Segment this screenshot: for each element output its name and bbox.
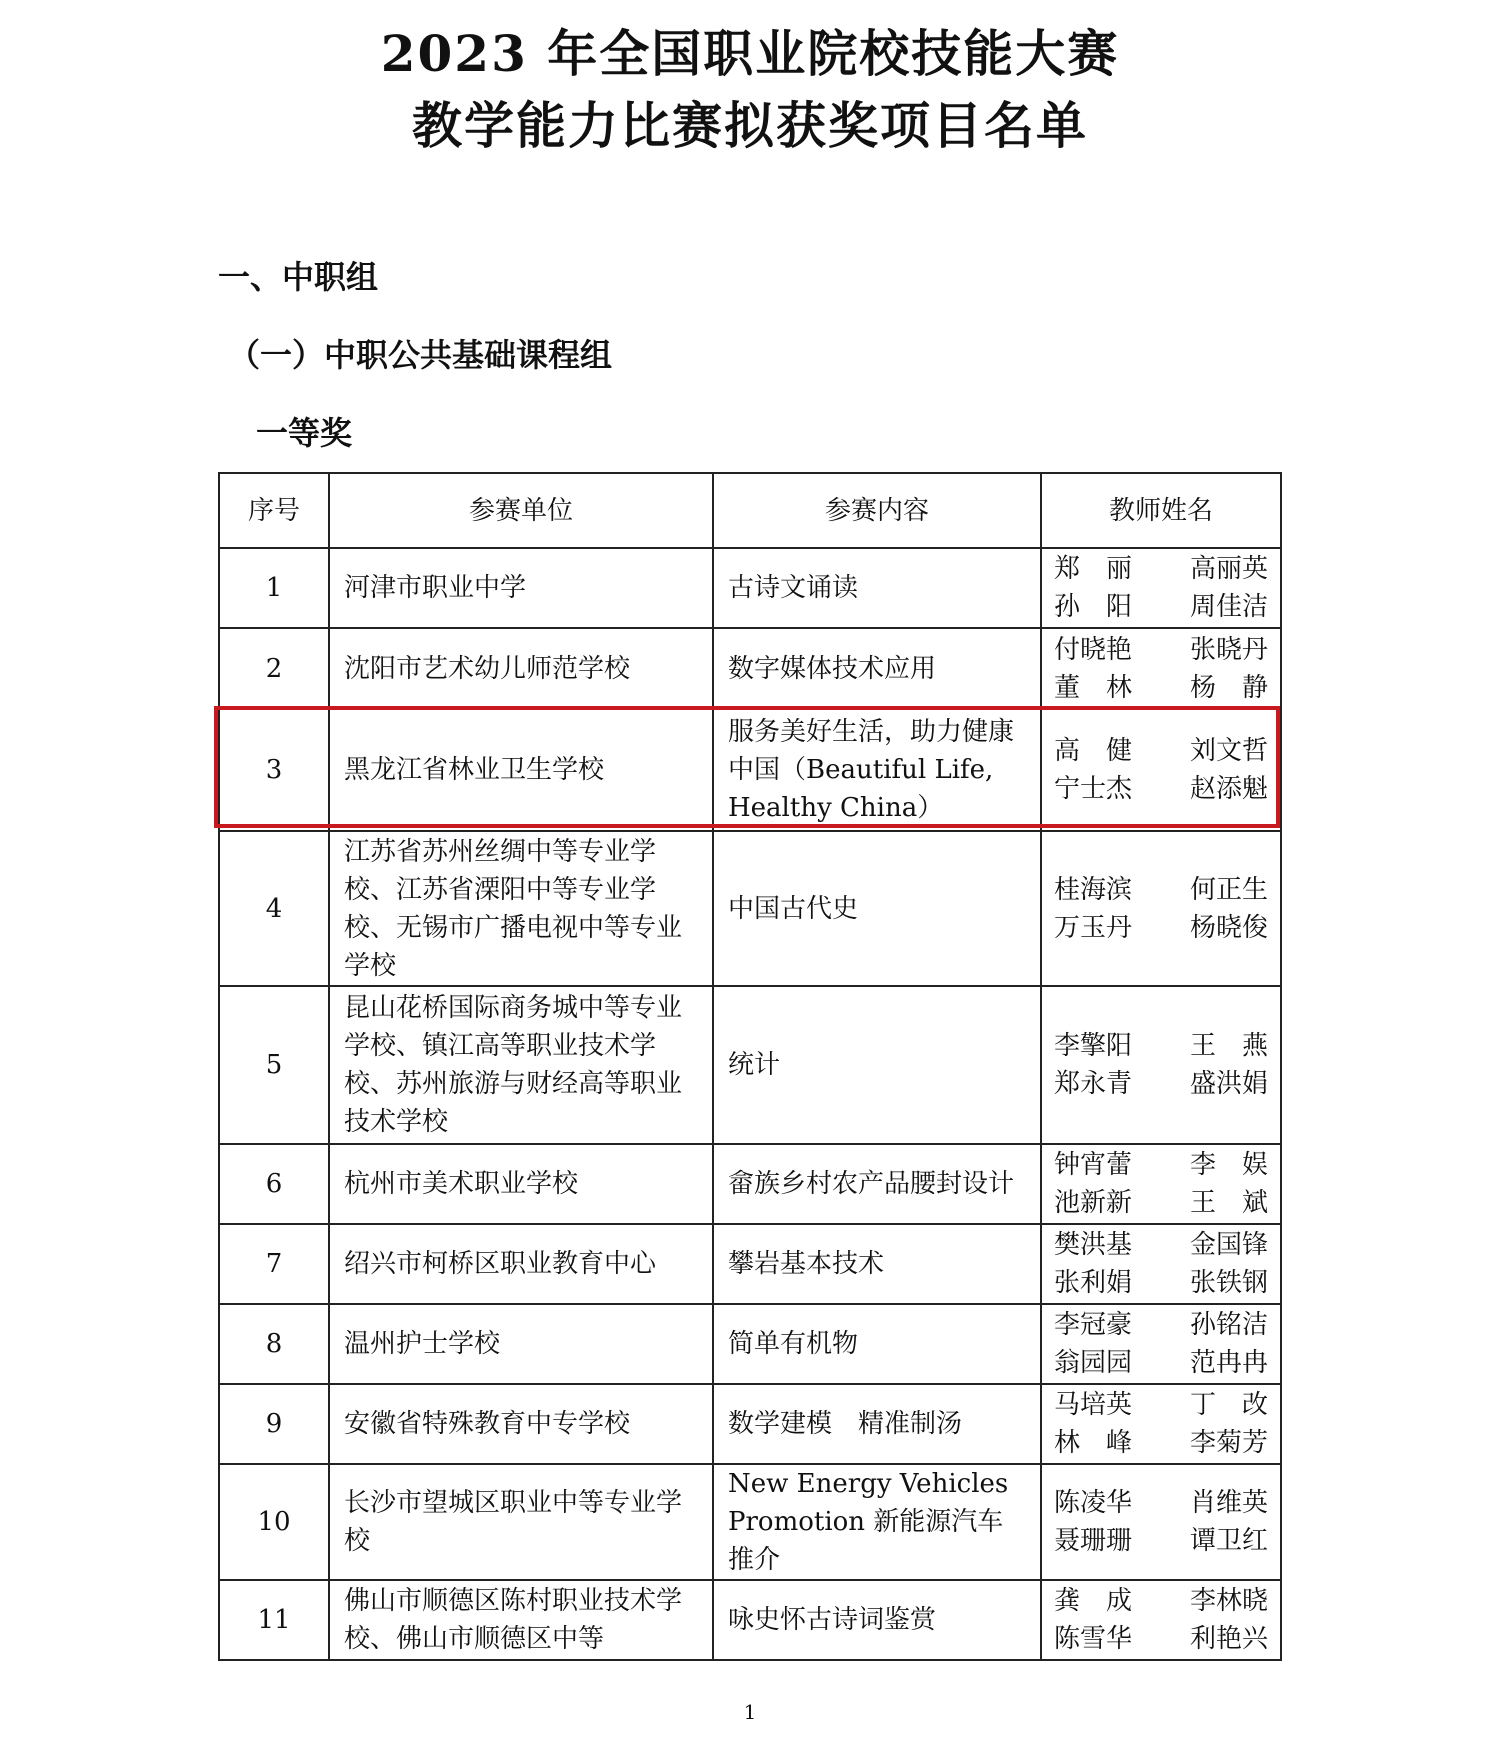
teacher-name: 付晓艳 (1054, 634, 1133, 665)
page-number: 1 (743, 1700, 757, 1724)
row-unit: 江苏省苏州丝绸中等专业学校、江苏省溧阳中等专业学校、无锡市广播电视中等专业学校 (329, 831, 713, 986)
teacher-name: 陈凌华 (1054, 1488, 1133, 1518)
teacher-name: 李 娱 (1189, 1150, 1268, 1180)
document-title-line1: 2023 年全国职业院校技能大赛 (380, 24, 1120, 83)
table-body (219, 548, 1281, 1660)
row-content: 中国古代史 (713, 831, 1041, 986)
teacher-line (1054, 1226, 1268, 1264)
teacher-name: 张铁钢 (1189, 1268, 1268, 1298)
teacher-name: 刘文哲 (1189, 736, 1268, 766)
row-number: 3 (219, 709, 329, 831)
header-content: 参赛内容 (713, 473, 1041, 548)
row-number: 9 (219, 1384, 329, 1464)
row-number: 5 (219, 986, 329, 1144)
teacher-line (1054, 871, 1268, 909)
teacher-name: 张利娟 (1054, 1268, 1133, 1298)
row-unit: 佛山市顺德区陈村职业技术学校、佛山市顺德区中等 (329, 1580, 713, 1660)
row-teachers (1041, 1144, 1281, 1224)
table-row (219, 831, 1281, 986)
teacher-line (1054, 732, 1268, 770)
row-teachers (1041, 1304, 1281, 1384)
teacher-name: 董 林 (1054, 672, 1133, 703)
row-number: 2 (219, 628, 329, 709)
table-row (219, 1304, 1281, 1384)
teacher-name: 高 健 (1054, 736, 1133, 766)
teacher-line (1054, 1027, 1268, 1065)
header-number: 序号 (219, 473, 329, 548)
row-unit: 长沙市望城区职业中等专业学校 (329, 1464, 713, 1580)
row-content: New Energy Vehicles Promotion 新能源汽车推介 (713, 1464, 1041, 1580)
row-content: 服务美好生活，助力健康中国（Beautiful Life, Healthy China） (713, 709, 1041, 831)
award-table (218, 472, 1282, 1661)
header-unit: 参赛单位 (329, 473, 713, 548)
teacher-name: 桂海滨 (1054, 874, 1133, 905)
row-unit: 黑龙江省林业卫生学校 (329, 709, 713, 831)
row-content: 攀岩基本技术 (713, 1224, 1041, 1304)
teacher-name: 郑 丽 (1054, 554, 1133, 584)
subsection-heading: （一）中职公共基础课程组 (228, 336, 613, 374)
teacher-name: 杨晓俊 (1189, 912, 1268, 943)
row-number: 1 (219, 548, 329, 628)
row-unit: 杭州市美术职业学校 (329, 1144, 713, 1224)
teacher-name: 王 燕 (1189, 1031, 1268, 1061)
teacher-name: 赵添魁 (1189, 774, 1268, 804)
teacher-name: 高丽英 (1189, 554, 1268, 584)
teacher-name: 周佳洁 (1189, 592, 1268, 622)
row-teachers (1041, 628, 1281, 709)
teacher-name: 肖维英 (1189, 1488, 1268, 1518)
teacher-name: 杨 静 (1189, 672, 1268, 703)
teacher-line (1054, 770, 1268, 808)
row-number: 11 (219, 1580, 329, 1660)
teacher-name: 范冉冉 (1189, 1348, 1268, 1378)
row-unit: 河津市职业中学 (329, 548, 713, 628)
teacher-name: 金国锋 (1189, 1230, 1268, 1260)
row-unit: 沈阳市艺术幼儿师范学校 (329, 628, 713, 709)
teacher-line (1054, 1620, 1268, 1658)
row-number: 4 (219, 831, 329, 986)
teacher-line (1054, 1484, 1268, 1522)
row-teachers (1041, 1580, 1281, 1660)
teacher-name: 樊洪基 (1054, 1230, 1133, 1260)
teacher-name: 聂珊珊 (1054, 1526, 1133, 1556)
row-number: 10 (219, 1464, 329, 1580)
row-teachers (1041, 548, 1281, 628)
document-title-line2: 教学能力比赛拟获奖项目名单 (412, 96, 1088, 155)
header-teachers: 教师姓名 (1041, 473, 1281, 548)
row-content: 数学建模 精准制汤 (713, 1384, 1041, 1464)
teacher-line (1054, 909, 1268, 947)
teacher-name: 孙 阳 (1054, 592, 1133, 622)
teacher-line (1054, 1424, 1268, 1462)
teacher-name: 李林晓 (1189, 1586, 1268, 1616)
row-content: 简单有机物 (713, 1304, 1041, 1384)
teacher-name: 万玉丹 (1054, 912, 1133, 943)
row-unit: 昆山花桥国际商务城中等专业学校、镇江高等职业技术学校、苏州旅游与财经高等职业技术学校 (329, 986, 713, 1144)
teacher-name: 谭卫红 (1189, 1526, 1268, 1556)
teacher-name: 池新新 (1054, 1188, 1133, 1218)
row-teachers (1041, 986, 1281, 1144)
teacher-name: 李冠豪 (1054, 1310, 1133, 1340)
teacher-line (1054, 1264, 1268, 1302)
table-header-row (219, 473, 1281, 548)
table-row (219, 628, 1281, 709)
teacher-line (1054, 1344, 1268, 1382)
row-teachers (1041, 1464, 1281, 1580)
row-number: 8 (219, 1304, 329, 1384)
row-teachers (1041, 709, 1281, 831)
row-teachers (1041, 1384, 1281, 1464)
row-unit: 安徽省特殊教育中专学校 (329, 1384, 713, 1464)
teacher-line (1054, 1386, 1268, 1424)
teacher-name: 丁 改 (1189, 1390, 1268, 1420)
teacher-name: 郑永青 (1054, 1069, 1133, 1099)
teacher-line (1054, 631, 1268, 669)
table-row (219, 709, 1281, 831)
teacher-line (1054, 1522, 1268, 1560)
table-row (219, 1224, 1281, 1304)
row-content: 统计 (713, 986, 1041, 1144)
row-number: 6 (219, 1144, 329, 1224)
row-number: 7 (219, 1224, 329, 1304)
table-row (219, 548, 1281, 628)
teacher-name: 李擎阳 (1054, 1031, 1133, 1061)
teacher-line (1054, 1306, 1268, 1344)
teacher-name: 钟宵蕾 (1054, 1150, 1133, 1180)
table-row (219, 1384, 1281, 1464)
award-level-heading: 一等奖 (256, 414, 353, 452)
teacher-name: 王 斌 (1189, 1188, 1268, 1218)
teacher-name: 龚 成 (1054, 1586, 1133, 1616)
teacher-line (1054, 550, 1268, 588)
teacher-line (1054, 1582, 1268, 1620)
teacher-line (1054, 1146, 1268, 1184)
teacher-line (1054, 588, 1268, 626)
table-row (219, 986, 1281, 1144)
row-content: 数字媒体技术应用 (713, 628, 1041, 709)
teacher-name: 利艳兴 (1189, 1624, 1268, 1654)
table-row (219, 1464, 1281, 1580)
teacher-name: 宁士杰 (1054, 774, 1133, 804)
row-teachers (1041, 831, 1281, 986)
teacher-name: 李菊芳 (1189, 1428, 1268, 1458)
section-heading: 一、中职组 (218, 258, 379, 296)
row-unit: 温州护士学校 (329, 1304, 713, 1384)
row-content: 畲族乡村农产品腰封设计 (713, 1144, 1041, 1224)
teacher-line (1054, 1065, 1268, 1103)
teacher-name: 张晓丹 (1189, 634, 1268, 665)
table-row (219, 1144, 1281, 1224)
teacher-line (1054, 1184, 1268, 1222)
teacher-name: 翁园园 (1054, 1348, 1133, 1378)
row-unit: 绍兴市柯桥区职业教育中心 (329, 1224, 713, 1304)
table-row (219, 1580, 1281, 1660)
teacher-name: 孙铭洁 (1189, 1310, 1268, 1340)
row-content: 咏史怀古诗词鉴赏 (713, 1580, 1041, 1660)
row-teachers (1041, 1224, 1281, 1304)
teacher-line (1054, 669, 1268, 707)
teacher-name: 林 峰 (1054, 1428, 1133, 1458)
teacher-name: 盛洪娟 (1189, 1069, 1268, 1099)
row-content: 古诗文诵读 (713, 548, 1041, 628)
teacher-name: 何正生 (1189, 874, 1268, 905)
teacher-name: 马培英 (1054, 1390, 1133, 1420)
teacher-name: 陈雪华 (1054, 1624, 1133, 1654)
